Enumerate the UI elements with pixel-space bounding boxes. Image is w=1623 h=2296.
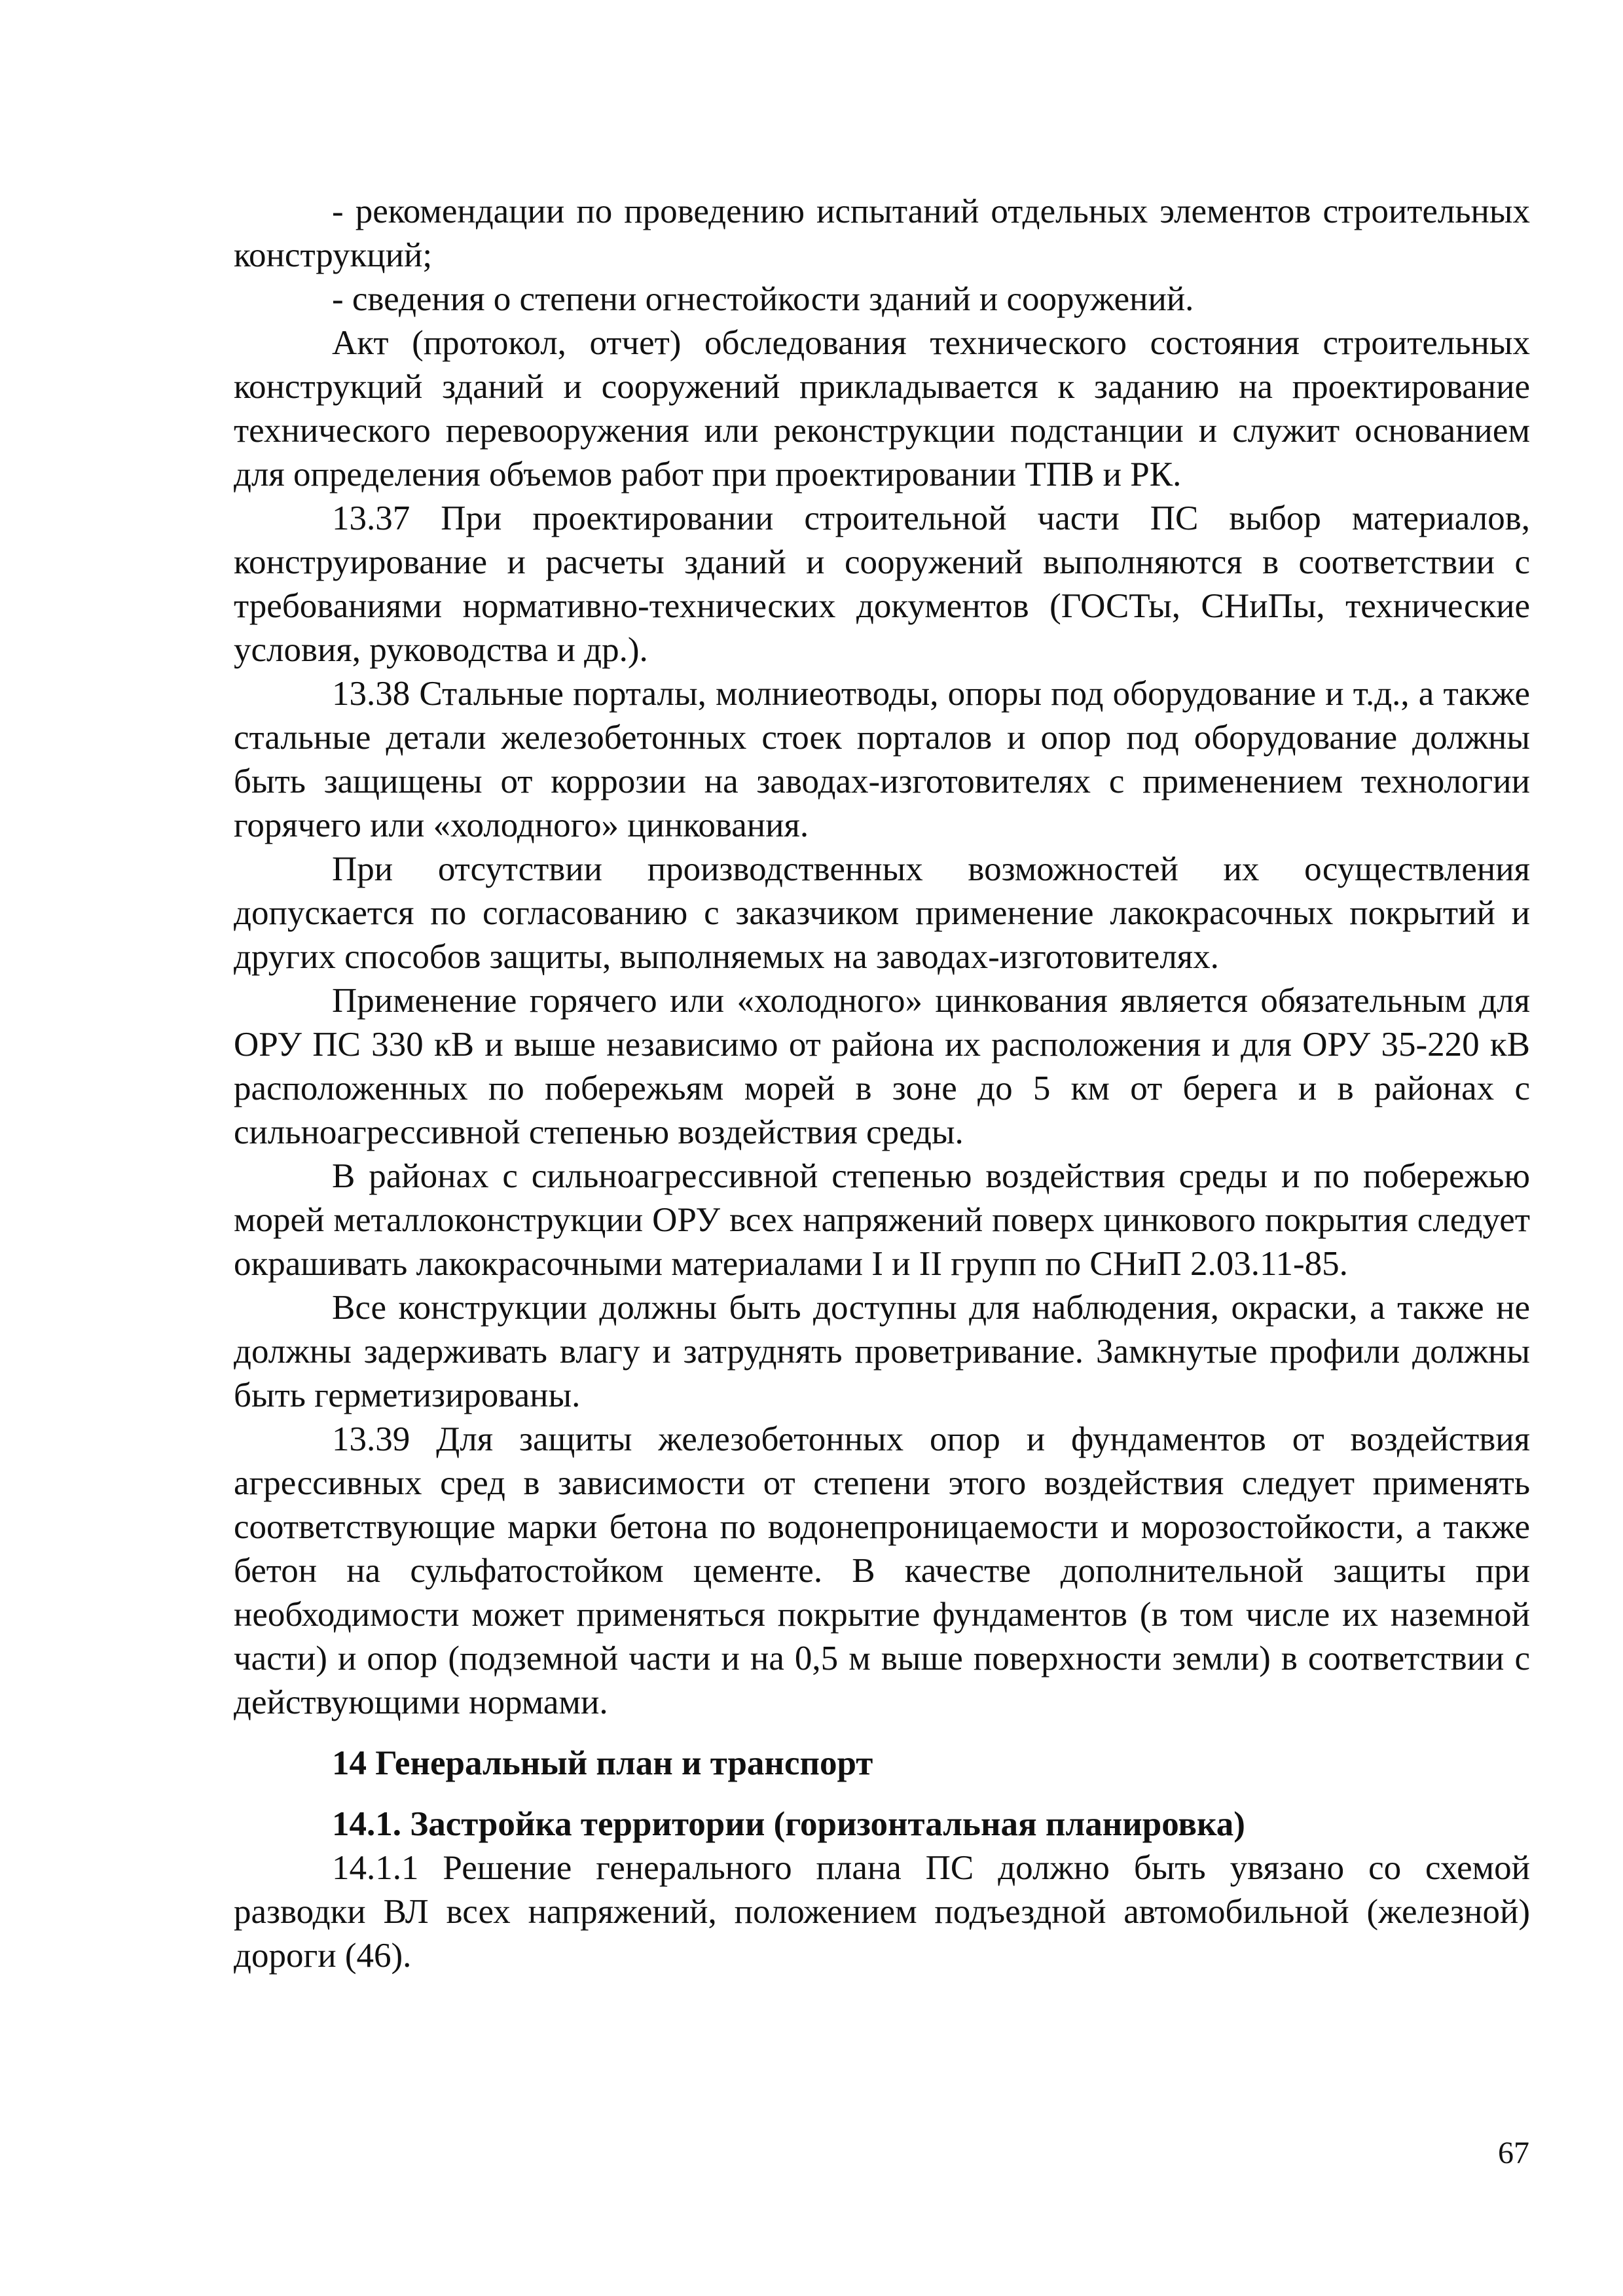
paragraph-13-38: 13.38 Стальные порталы, молниеотводы, опоры под оборудование и т.д., а также стальные детали железобетонных стоек порталов и опор под оборудование должны быть защищены от коррозии на заводах-изготовителях с применением технологии горячего или «холодного» цинкования.	[234, 675, 1530, 844]
paragraph-13-37: 13.37 При проектировании строительной части ПС выбор материалов, конструирование и расчеты зданий и сооружений выполняются в соответствии с требованиями нормативно-технических документов (ГОСТы, СНиПы, технические условия, руководства и др.).	[234, 499, 1530, 669]
document-body	[234, 190, 1530, 1978]
paragraph-14-1-1: 14.1.1 Решение генерального плана ПС должно быть увязано со схемой разводки ВЛ всех напряжений, положением подъездной автомобильной (железной) дороги (46).	[234, 1849, 1530, 1975]
paragraph-galvanizing-mandatory: Применение горячего или «холодного» цинкования является обязательным для ОРУ ПС 330 кВ и выше независимо от района их расположения и для ОРУ 35-220 кВ расположенных по побережьям морей в зоне до 5 км от берега и в районах с сильноагрессивной степенью воздействия среды.	[234, 982, 1530, 1151]
section-14-1-heading: 14.1. Застройка территории (горизонтальная планировка)	[332, 1805, 1245, 1843]
bullet-fire-resistance: - сведения о степени огнестойкости зданий и сооружений.	[332, 280, 1194, 318]
page-number: 67	[1498, 2136, 1529, 2170]
paragraph-aggressive-areas: В районах с сильноагрессивной степенью воздействия среды и по побережью морей металлоконструкции ОРУ всех напряжений поверх цинкового покрытия следует окрашивать лакокрасочными материалами I и II групп по СНиП 2.03.11-85.	[234, 1157, 1530, 1283]
bullet-recommendations: - рекомендации по проведению испытаний отдельных элементов строительных конструкций;	[234, 192, 1530, 274]
paragraph-paint-coatings: При отсутствии производственных возможностей их осуществления допускается по согласованию с заказчиком применение лакокрасочных покрытий и других способов защиты, выполняемых на заводах-изготовителях.	[234, 850, 1530, 976]
paragraph-accessibility: Все конструкции должны быть доступны для наблюдения, окраски, а также не должны задерживать влагу и затруднять проветривание. Замкнутые профили должны быть герметизированы.	[234, 1289, 1530, 1414]
section-14-heading: 14 Генеральный план и транспорт	[332, 1744, 873, 1782]
paragraph-inspection-act: Акт (протокол, отчет) обследования технического состояния строительных конструкций зданий и сооружений прикладывается к заданию на проектирование технического перевооружения или реконструкции подстанции и служит основанием для определения объемов работ при проектировании ТПВ и РК.	[234, 324, 1530, 493]
paragraph-13-39: 13.39 Для защиты железобетонных опор и фундаментов от воздействия агрессивных сред в зависимости от степени этого воздействия следует применять соответствующие марки бетона по водонепроницаемости и морозостойкости, а также бетон на сульфатостойком цементе. В качестве дополнительной защиты при необходимости может применяться покрытие фундаментов (в том числе их наземной части) и опор (подземной части и на 0,5 м выше поверхности земли) в соответствии с действующими нормами.	[234, 1420, 1530, 1721]
